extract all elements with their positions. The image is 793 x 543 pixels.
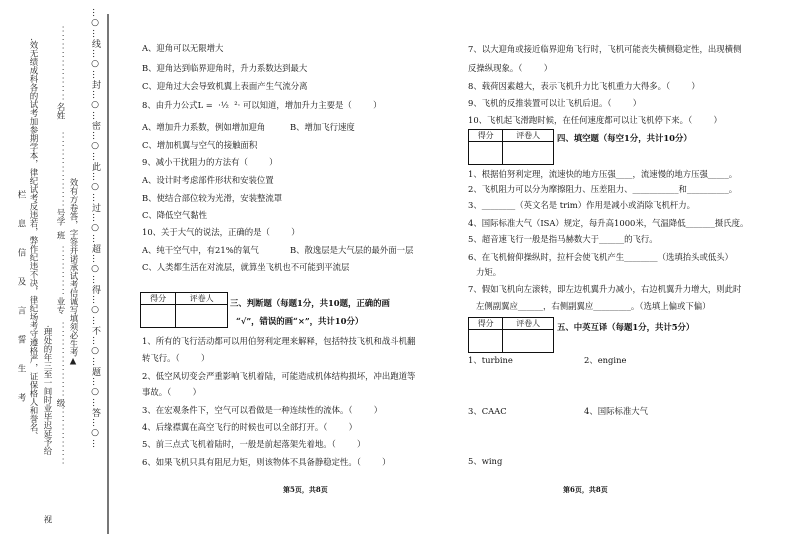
discipline-note: .效无绩成科各的试考加参期学本，律纪试考反违若，弊作纪违不决，律纪场考守遵格严，证保格人和誉名、 [28, 38, 38, 441]
question-line: C、人类都生活在对流层，就算坐飞机也不可能到平流层 [142, 262, 350, 272]
score-cell[interactable] [469, 330, 503, 353]
fill-question-line: 7、假如飞机向左滚转，即左边机翼升力减小，右边机翼升力增大，则此时 [468, 284, 742, 294]
fill-question-line: 4、国际标准大气（ISA）规定，每升高1000米，气温降低_______摄氏度。 [468, 218, 749, 228]
question-line: A、设计时考虑部件形状和安装位置 [142, 175, 274, 185]
judge-question-line: 6、如果飞机只具有阻尼力矩，则该物体不具备静稳定性。（ ） [142, 457, 391, 467]
score-table-section3 [140, 292, 228, 328]
fill-question-line: 5、超音速飞行一般是指马赫数大于______的飞行。 [468, 234, 658, 244]
major-field[interactable]: ：：：：：：业专 [55, 245, 65, 314]
student-id-field[interactable]: ：：：：：：：：：号学 [55, 131, 65, 225]
question-option-b: B、散逸层是大气层的最外面一层 [290, 245, 414, 255]
score-cell[interactable] [141, 305, 176, 328]
grader-cell[interactable] [176, 305, 228, 328]
judge-question-line: 1、所有的飞行活动都可以用伯努利定理来解释，包括特技飞机和战斗机翻 [142, 336, 416, 346]
question-line: C、增加机翼与空气的接触面积 [142, 140, 258, 150]
grader-header: 评卷人 [503, 130, 554, 142]
question-line: A、增加升力系数，例如增加迎角 [142, 122, 266, 132]
grader-header: 评卷人 [176, 293, 228, 305]
page-footer-left: 第5页，共8页 [283, 485, 328, 494]
judge-question-line: 2、低空风切变会严重影响飞机着陆，可能造成机体结构损坏，冲出跑道等 [142, 371, 416, 381]
score-header: 得分 [469, 130, 503, 142]
binding-line [107, 14, 109, 534]
grader-header: 评卷人 [503, 318, 554, 330]
judge-question-line: 5、前三点式飞机着陆时，一般是前起落架先着地。（ ） [142, 439, 366, 449]
question-line: C、迎角过大会导致机翼上表面产生气流分离 [142, 81, 308, 91]
binding-line-text: …○…线…○…封…○…密…○…此…○…过…○…超…○…得…○…不…○…题…○…答…○… [90, 8, 100, 449]
fill-question-line: 3、________（英文名是 trim）作用是减小或消除飞机杆力。 [468, 200, 695, 210]
fill-question-line: 1、根据伯努利定理，流速快的地方压强____，流速慢的地方压强_____。 [468, 169, 738, 179]
question-option-b: B、增加飞行速度 [290, 122, 355, 132]
name-field[interactable]: ：：：：：：：：：名姓 [55, 26, 65, 120]
grader-cell[interactable] [503, 142, 554, 165]
judge-question-line: 9、飞机的反推装置可以让飞机后退。（ ） [468, 98, 642, 108]
fill-question-line: 6、在飞机俯仰操纵时，拉杆会使飞机产生________（选填抬头或低头） [468, 252, 733, 262]
class-field[interactable]: 班 [55, 231, 65, 240]
judge-question-line: 7、以大迎角或接近临界迎角飞行时，飞机可能丧失横侧稳定性，出现横侧 [468, 44, 742, 54]
question-line: 9、减小干扰阻力的方法有（ ） [142, 157, 278, 167]
fill-question-line: 左侧副翼应______，右侧副翼应_________。（选填上偏或下偏） [468, 301, 711, 311]
judge-question-line: 3、在宏观条件下，空气可以看做是一种连续性的流体。（ ） [142, 405, 383, 415]
score-header: 得分 [141, 293, 176, 305]
page-footer-right: 第6页，共8页 [563, 485, 608, 494]
fill-question-line: 2、飞机阻力可以分为摩擦阻力、压差阻力、___________和__________。 [468, 184, 738, 194]
student-info-fields [55, 26, 64, 466]
judge-question-line: 反操纵现象。（ ） [468, 63, 553, 73]
judge-question-line: 4、后缘襟翼在高空飞行的时候也可以全部打开。（ ） [142, 422, 358, 432]
grade-field[interactable]: ：：：：：：：：：级：：：：：：： [55, 321, 65, 466]
translation-item-5: 5、wing [468, 456, 503, 466]
score-cell[interactable] [469, 142, 503, 165]
translation-item-2: 2、engine [584, 355, 627, 365]
question-line: A、纯干空气中，有21%的氧气 [142, 245, 259, 255]
section3-title: 三、判断题（每题1分，共10题，正确的画 [230, 298, 390, 308]
question-line: 8、由升力公式L = ·½ ²· 可以知道，增加升力主要是（ ） [142, 100, 382, 110]
judge-question-line: 10、飞机起飞滑跑时候，在任何速度都可以让飞机停下来。（ ） [468, 115, 722, 125]
grader-cell[interactable] [503, 330, 554, 353]
view-char: 视 [42, 515, 52, 524]
question-line: A、迎角可以无限增大 [142, 43, 224, 53]
question-line: C、降低空气黏性 [142, 210, 208, 220]
fill-question-line: 力矩。 [468, 267, 502, 277]
question-line: B、迎角达到临界迎角时，升力系数达到最大 [142, 63, 308, 73]
judge-question-line: 8、载荷因素越大，表示飞机升力比飞机重力大得多。（ ） [468, 81, 700, 91]
judge-question-line: 转飞行。（ ） [142, 353, 210, 363]
oath-column: 栏 息 信 及 言 誓 生 考 [16, 190, 26, 408]
graduation-note: ·理处的年三至一间时业毕迟延予给 [42, 325, 52, 456]
translation-item-4: 4、国际标准大气 [584, 406, 648, 416]
score-table-section5 [468, 317, 554, 353]
section3-title-cont: “√”，错误的画“×”，共计10分） [236, 316, 364, 326]
pledge-note: 效有方卷答，字签并诺承试考信诚写填须必生考▲ [68, 178, 78, 367]
judge-question-line: 事故。（ ） [142, 387, 201, 397]
translation-item-1: 1、turbine [468, 355, 513, 365]
section4-title: 四、填空题（每空1分，共计10分） [557, 133, 692, 143]
score-header: 得分 [469, 318, 503, 330]
question-line: 10、关于大气的说法，正确的是（ ） [142, 227, 300, 237]
translation-item-3: 3、CAAC [468, 406, 507, 416]
section5-title: 五、中英互译（每题1分，共计5分） [557, 322, 695, 332]
question-line: B、使结合部位较为光滑，安装整流罩 [142, 193, 283, 203]
score-table-section4 [468, 129, 554, 165]
